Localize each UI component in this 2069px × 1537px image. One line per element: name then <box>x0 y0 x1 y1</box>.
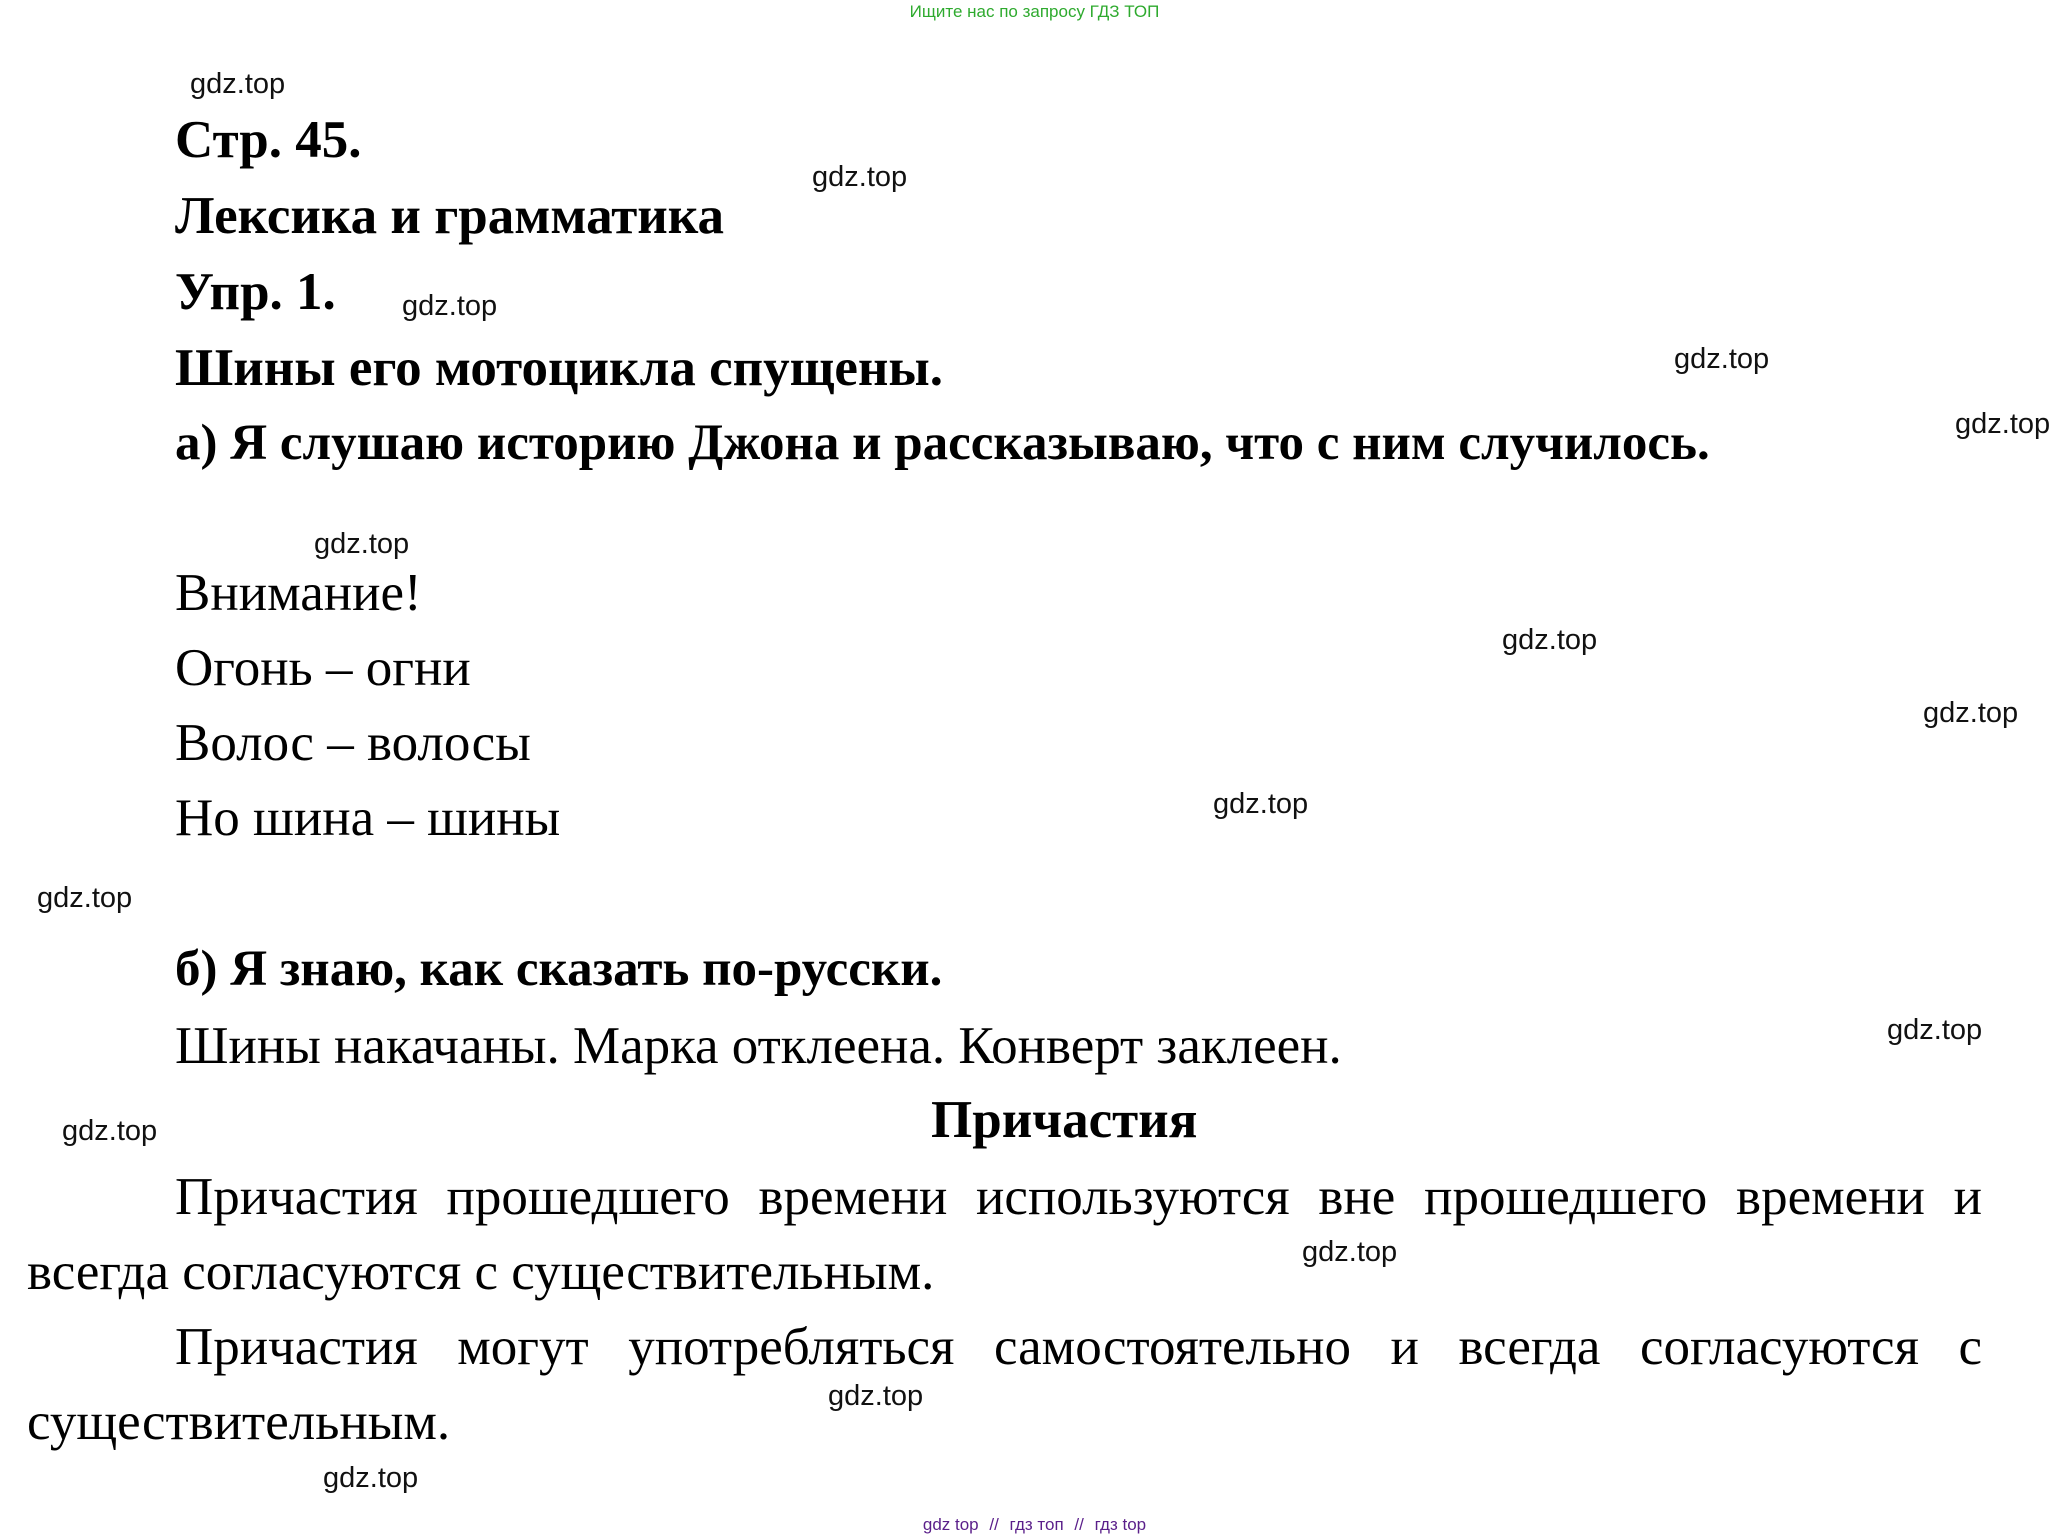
note-heading: Внимание! <box>175 564 422 622</box>
footer-separator: // <box>1074 1515 1084 1534</box>
footer-link[interactable]: gdz top <box>922 1515 979 1534</box>
watermark: gdz.top <box>37 882 133 914</box>
note-line: Но шина – шины <box>175 789 561 847</box>
watermark: gdz.top <box>402 290 498 322</box>
footer-link[interactable]: гдз top <box>1094 1515 1147 1534</box>
footer-separator: // <box>989 1515 999 1534</box>
exercise-title: Шины его мотоцикла спущены. <box>175 339 944 397</box>
watermark: gdz.top <box>1887 1014 1983 1046</box>
watermark: gdz.top <box>323 1462 419 1494</box>
watermark: gdz.top <box>812 161 908 193</box>
footer-link[interactable]: гдз топ <box>1009 1515 1064 1534</box>
section-title: Лексика и грамматика <box>175 187 725 245</box>
note-line: Огонь – огни <box>175 639 471 697</box>
watermark: gdz.top <box>190 68 286 100</box>
watermark: gdz.top <box>1923 697 2019 729</box>
watermark: gdz.top <box>1302 1236 1398 1268</box>
part-b-text: Шины накачаны. Марка отклеена. Конверт заклеен. <box>175 1017 1342 1075</box>
watermark: gdz.top <box>828 1380 924 1412</box>
top-banner[interactable]: Ищите нас по запросу ГДЗ ТОП <box>909 2 1160 21</box>
rule-paragraph-text: Причастия могут употребляться самостоятельно и всегда согласуются с существительным. <box>27 1318 1982 1451</box>
footer-links <box>0 1515 2069 1535</box>
exercise-label: Упр. 1. <box>175 263 336 321</box>
rule-paragraph-text: Причастия прошедшего времени используются вне прошедшего времени и всегда согласуются с существительным. <box>27 1168 1982 1301</box>
watermark: gdz.top <box>62 1115 158 1147</box>
part-b-heading: б) Я знаю, как сказать по-русски. <box>175 941 943 997</box>
watermark: gdz.top <box>1955 408 2051 440</box>
rule-paragraph <box>27 1160 1982 1310</box>
rule-title: Причастия <box>931 1091 1198 1149</box>
rule-paragraph <box>27 1310 1982 1460</box>
note-line: Волос – волосы <box>175 714 531 772</box>
page-number: Стр. 45. <box>175 111 362 169</box>
part-a-heading: а) Я слушаю историю Джона и рассказываю, что с ним случилось. <box>175 415 1710 471</box>
watermark: gdz.top <box>1502 624 1598 656</box>
watermark: gdz.top <box>1674 343 1770 375</box>
watermark: gdz.top <box>314 528 410 560</box>
watermark: gdz.top <box>1213 788 1309 820</box>
